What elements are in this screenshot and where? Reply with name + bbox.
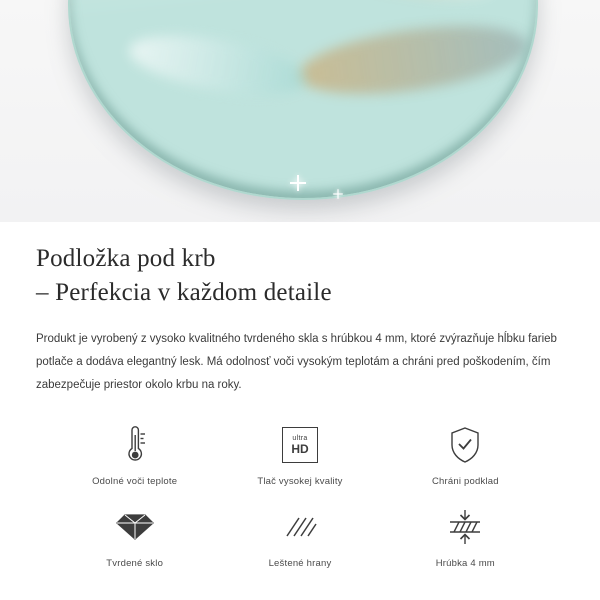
feature-grid bbox=[36, 423, 564, 569]
feature-label: Leštené hrany bbox=[268, 557, 332, 569]
feature-label: Odolné voči teplote bbox=[92, 475, 178, 487]
feature-item bbox=[217, 505, 382, 569]
diamond-icon bbox=[116, 505, 154, 549]
feature-label: Chráni podklad bbox=[431, 475, 499, 487]
hero-image bbox=[0, 0, 600, 222]
headline-line-2: – Perfekcia v každom detaile bbox=[36, 278, 332, 306]
feature-item bbox=[217, 423, 382, 487]
shield-check-icon bbox=[448, 423, 482, 467]
ultra-hd-badge-top: ultra bbox=[292, 434, 308, 442]
description-paragraph: Produkt je vyrobený z vysoko kvalitného tvrdeného skla s hrúbkou 4 mm, ktoré zvýrazňuje hĺbku farieb potlače a dodáva elegantný lesk. Má odolnosť voči vysokým teplotám a chráni pred poškodením, čím zabezpečuje priestor okolo krbu na roky. bbox=[36, 332, 557, 391]
feature-label: Tvrdené sklo bbox=[106, 557, 164, 569]
glass-board-image bbox=[68, 0, 538, 200]
thermometer-icon bbox=[120, 423, 150, 467]
feature-item bbox=[52, 505, 217, 569]
feature-item bbox=[383, 505, 548, 569]
feature-item bbox=[52, 423, 217, 487]
feature-label: Tlač vysokej kvality bbox=[257, 475, 343, 487]
ultra-hd-badge-bottom: HD bbox=[291, 441, 309, 456]
ultra-hd-icon bbox=[282, 423, 318, 467]
polished-edges-icon bbox=[283, 505, 317, 549]
feature-item bbox=[383, 423, 548, 487]
content-block bbox=[0, 222, 600, 569]
page-title bbox=[36, 222, 564, 310]
headline-line-1: Podložka pod krb bbox=[36, 245, 216, 272]
feature-label: Hrúbka 4 mm bbox=[435, 557, 495, 569]
thickness-arrows-icon bbox=[446, 505, 484, 549]
